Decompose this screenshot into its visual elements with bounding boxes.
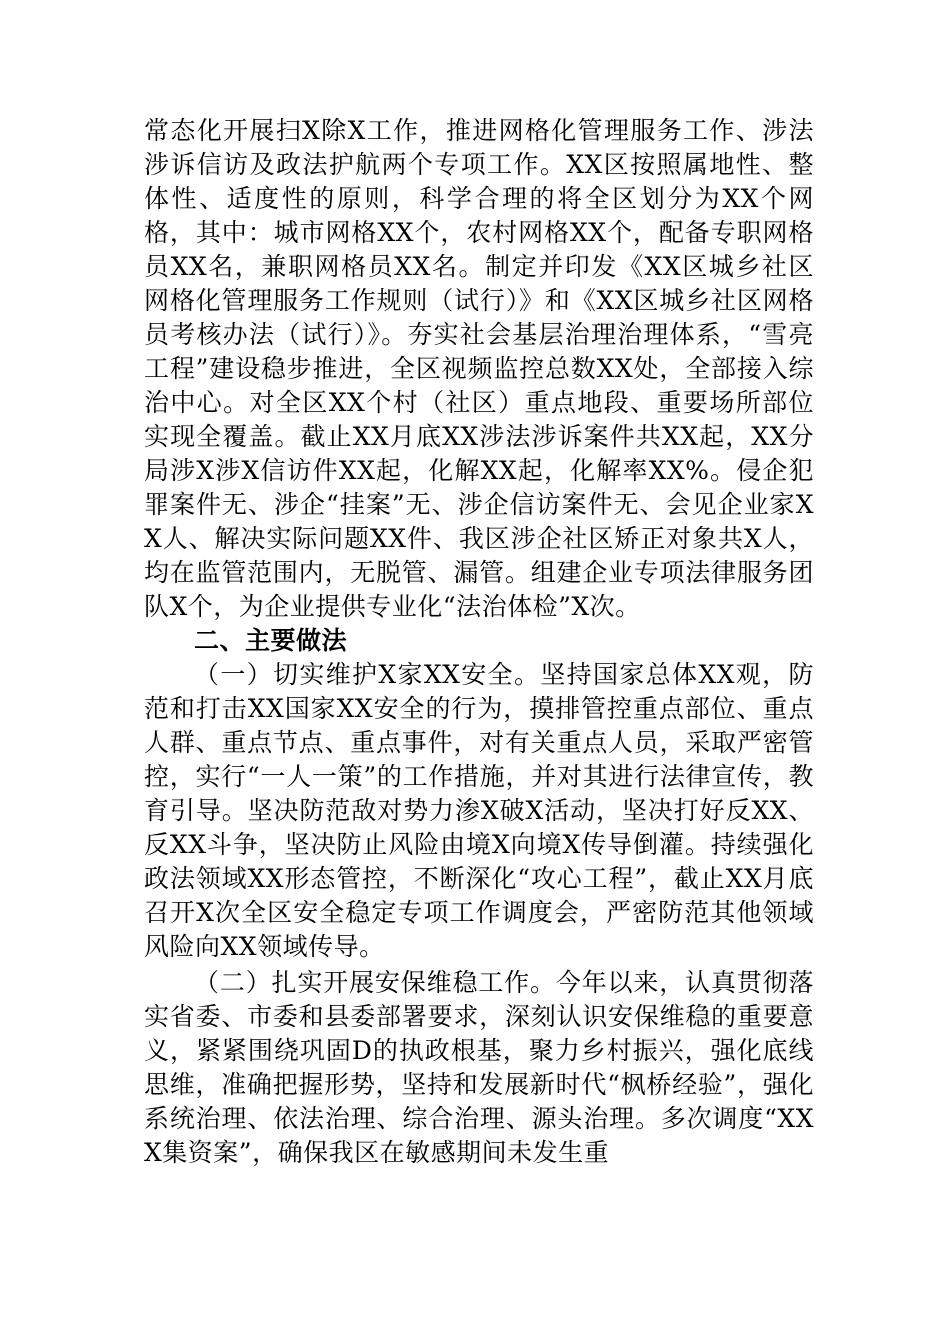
paragraph-continuation: 常态化开展扫X除X工作，推进网格化管理服务工作、涉法涉诉信访及政法护航两个专项工作。XX区按照属地性、整体性、适度性的原则，科学合理的将全区划分为XX个网格，其中：城市网格XX个，农村网格XX个，配备专职网格员XX名，兼职网格员XX名。制定并印发《XX区城乡社区网格化管理服务工作规则（试行）》和《XX区城乡社区网格员考核办法（试行）》。夯实社会基层治理治理体系，“雪亮工程”建设稳步推进，全区视频监控总数XX处，全部接入综治中心。对全区XX个村（社区）重点地段、重要场所部位实现全覆盖。截止XX月底XX涉法涉诉案件共XX起，XX分局涉X涉X信访件XX起，化解XX起，化解率XX%。侵企犯罪案件无、涉企“挂案”无、涉企信访案件无、会见企业家XX人、解决实际问题XX件、我区涉企社区矫正对象共X人，均在监管范围内，无脱管、漏管。组建企业专项法律服务团队X个，为企业提供专业化“法治体检”X次。 [144,116,814,621]
section-heading-main-practices: 二、主要做法 [194,626,348,655]
paragraph-security-stability: （二）扎实开展安保维稳工作。今年以来，认真贯彻落实省委、市委和县委部署要求，深刻认识安保维稳的重要意义，紧紧围绕巩固D的执政根基，聚力乡村振兴，强化底线思维，准确把握形势，坚持和发展新时代“枫桥经验”，强化系统治理、依法治理、综合治理、源头治理。多次调度“XXX集资案”，确保我区在敏感期间未发生重 [144,968,814,1167]
document-body [144,114,814,1170]
paragraph-national-security: （一）切实维护X家XX安全。坚持国家总体XX观，防范和打击XX国家XX安全的行为，摸排管控重点部位、重点人群、重点节点、重点事件，对有关重点人员，采取严密管控，实行“一人一策”的工作措施，并对其进行法律宣传，教育引导。坚决防范敌对势力渗X破X活动，坚决打好反XX、反XX斗争，坚决防止风险由境X向境X传导倒灌。持续强化政法领域XX形态管控，不断深化“攻心工程”，截止XX月底召开X次全区安全稳定专项工作调度会，严密防范其他领域风险向XX领域传导。 [144,660,814,961]
